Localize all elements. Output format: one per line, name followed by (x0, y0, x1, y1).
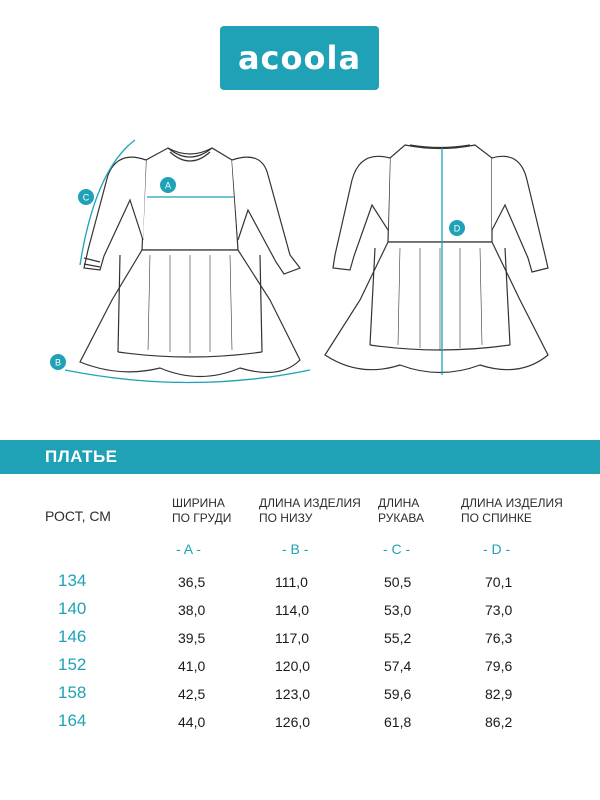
cell-c: 59,6 (384, 686, 412, 702)
header-col-c-line1: ДЛИНА (378, 496, 420, 510)
column-letter-b: - B - (282, 541, 309, 557)
label-b-marker (50, 354, 66, 370)
cell-c: 55,2 (384, 630, 412, 646)
cell-d: 79,6 (485, 658, 513, 674)
row-height: 140 (58, 599, 87, 618)
brand-logo (220, 26, 379, 90)
cell-d: 86,2 (485, 714, 513, 730)
cell-d: 82,9 (485, 686, 513, 702)
row-height: 164 (58, 711, 87, 730)
header-col-d-line2: ПО СПИНКЕ (461, 511, 532, 525)
cell-c: 61,8 (384, 714, 412, 730)
dress-diagrams (0, 120, 600, 400)
cell-c: 57,4 (384, 658, 412, 674)
cell-a: 36,5 (178, 574, 206, 590)
row-height: 158 (58, 683, 87, 702)
cell-a: 41,0 (178, 658, 206, 674)
brand-logo-text: acoola (237, 39, 362, 77)
cell-b: 126,0 (275, 714, 311, 730)
column-letter-c: - C - (383, 541, 411, 557)
label-b-text: B (54, 357, 62, 368)
header-col-b (259, 496, 361, 526)
header-col-c-line2: РУКАВА (378, 511, 424, 525)
header-col-b-line1: ДЛИНА ИЗДЕЛИЯ (259, 496, 361, 510)
row-height: 146 (58, 627, 87, 646)
header-col-a-line2: ПО ГРУДИ (172, 511, 232, 525)
cell-c: 50,5 (384, 574, 412, 590)
label-a-text: A (164, 180, 172, 191)
header-col-a-line1: ШИРИНА (172, 496, 225, 510)
row-height: 134 (58, 571, 87, 590)
cell-c: 53,0 (384, 602, 412, 618)
cell-a: 44,0 (178, 714, 206, 730)
cell-b: 123,0 (275, 686, 311, 702)
row-height: 152 (58, 655, 87, 674)
section-band (0, 440, 600, 474)
column-letter-a: - A - (176, 541, 201, 557)
header-col-a (172, 496, 231, 526)
dress-front-drawing (80, 148, 300, 377)
label-a-marker (160, 177, 176, 193)
cell-b: 120,0 (275, 658, 311, 674)
cell-b: 111,0 (275, 574, 308, 590)
header-col-d-line1: ДЛИНА ИЗДЕЛИЯ (461, 496, 563, 510)
label-d-marker (449, 220, 465, 236)
cell-a: 38,0 (178, 602, 206, 618)
section-title: ПЛАТЬЕ (45, 447, 118, 466)
cell-d: 73,0 (485, 602, 513, 618)
header-col-b-line2: ПО НИЗУ (259, 511, 313, 525)
header-rost: РОСТ, СМ (45, 508, 111, 524)
header-col-d (461, 496, 563, 526)
cell-d: 76,3 (485, 630, 513, 646)
dress-back-drawing (325, 145, 548, 373)
cell-a: 42,5 (178, 686, 206, 702)
label-c-text: C (82, 192, 90, 203)
cell-b: 114,0 (275, 602, 309, 618)
header-col-c (378, 496, 424, 526)
cell-b: 117,0 (275, 630, 309, 646)
label-d-text: D (453, 223, 461, 234)
column-letter-d: - D - (483, 541, 511, 557)
cell-a: 39,5 (178, 630, 206, 646)
cell-d: 70,1 (485, 574, 513, 590)
label-c-marker (78, 189, 94, 205)
